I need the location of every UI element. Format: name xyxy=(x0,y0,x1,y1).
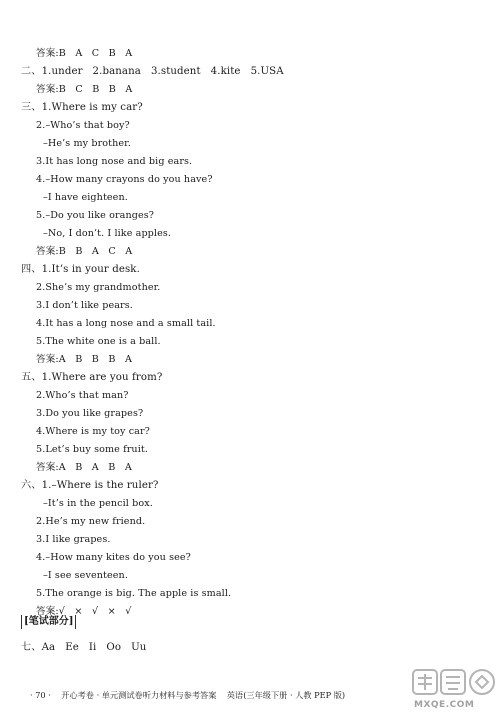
question-line: 5.The orange is big. The apple is small. xyxy=(36,588,232,599)
question-line: 2.–Who’s that boy? xyxy=(36,120,130,131)
section-five-line: 五、1.Where are you from? xyxy=(21,372,163,383)
question-line: 4.–How many kites do you see? xyxy=(36,552,191,563)
question-line: 4.Where is my toy car? xyxy=(36,426,150,437)
question-line: 5.The white one is a ball. xyxy=(36,336,161,347)
page-footer: · 70 · 开心考卷 · 单元测试卷听力材料与参考答案 英语(三年级下册 · 人教 PEP 版) xyxy=(30,690,346,700)
response-line: –I see seventeen. xyxy=(43,570,128,581)
question-line: 2.Who’s that man? xyxy=(36,390,129,401)
question-line: 5.Let’s buy some fruit. xyxy=(36,444,148,455)
section-six-line: 六、1.–Where is the ruler? xyxy=(21,480,159,491)
question-line: 3.It has long nose and big ears. xyxy=(36,156,193,167)
answer-line: 答案:B C B B A xyxy=(36,84,133,95)
section-two-line: 二、1.under 2.banana 3.student 4.kite 5.USA xyxy=(21,66,284,77)
question-line: 4.–How many crayons do you have? xyxy=(36,174,213,185)
section-four-line: 四、1.It’s in your desk. xyxy=(21,264,140,275)
written-section-header: [笔试部分] xyxy=(21,615,76,629)
question-line: 3.Do you like grapes? xyxy=(36,408,144,419)
question-line: 3.I like grapes. xyxy=(36,534,111,545)
answer-line: 答案:B A C B A xyxy=(36,48,133,59)
response-line: –I have eighteen. xyxy=(43,192,128,203)
watermark-url: MXQE.COM xyxy=(414,700,475,710)
question-line: 2.She’s my grandmother. xyxy=(36,282,161,293)
question-line: 3.I don’t like pears. xyxy=(36,300,133,311)
section-seven-line: 七、Aa Ee Ii Oo Uu xyxy=(21,642,147,653)
answer-line: 答案:√ × √ × √ xyxy=(36,606,132,617)
response-line: –It’s in the pencil box. xyxy=(43,498,153,509)
watermark xyxy=(412,668,496,716)
answer-line: 答案:A B B B A xyxy=(36,354,133,365)
answer-line: 答案:A B A B A xyxy=(36,462,132,473)
question-line: 4.It has a long nose and a small tail. xyxy=(36,318,216,329)
section-three-line: 三、1.Where is my car? xyxy=(21,102,143,113)
answer-line: 答案:B B A C A xyxy=(36,246,133,257)
question-line: 5.–Do you like oranges? xyxy=(36,210,155,221)
response-line: –No, I don’t. I like apples. xyxy=(43,228,172,239)
watermark-logo-icon xyxy=(412,668,496,698)
question-line: 2.He’s my new friend. xyxy=(36,516,146,527)
response-line: –He’s my brother. xyxy=(43,138,131,149)
